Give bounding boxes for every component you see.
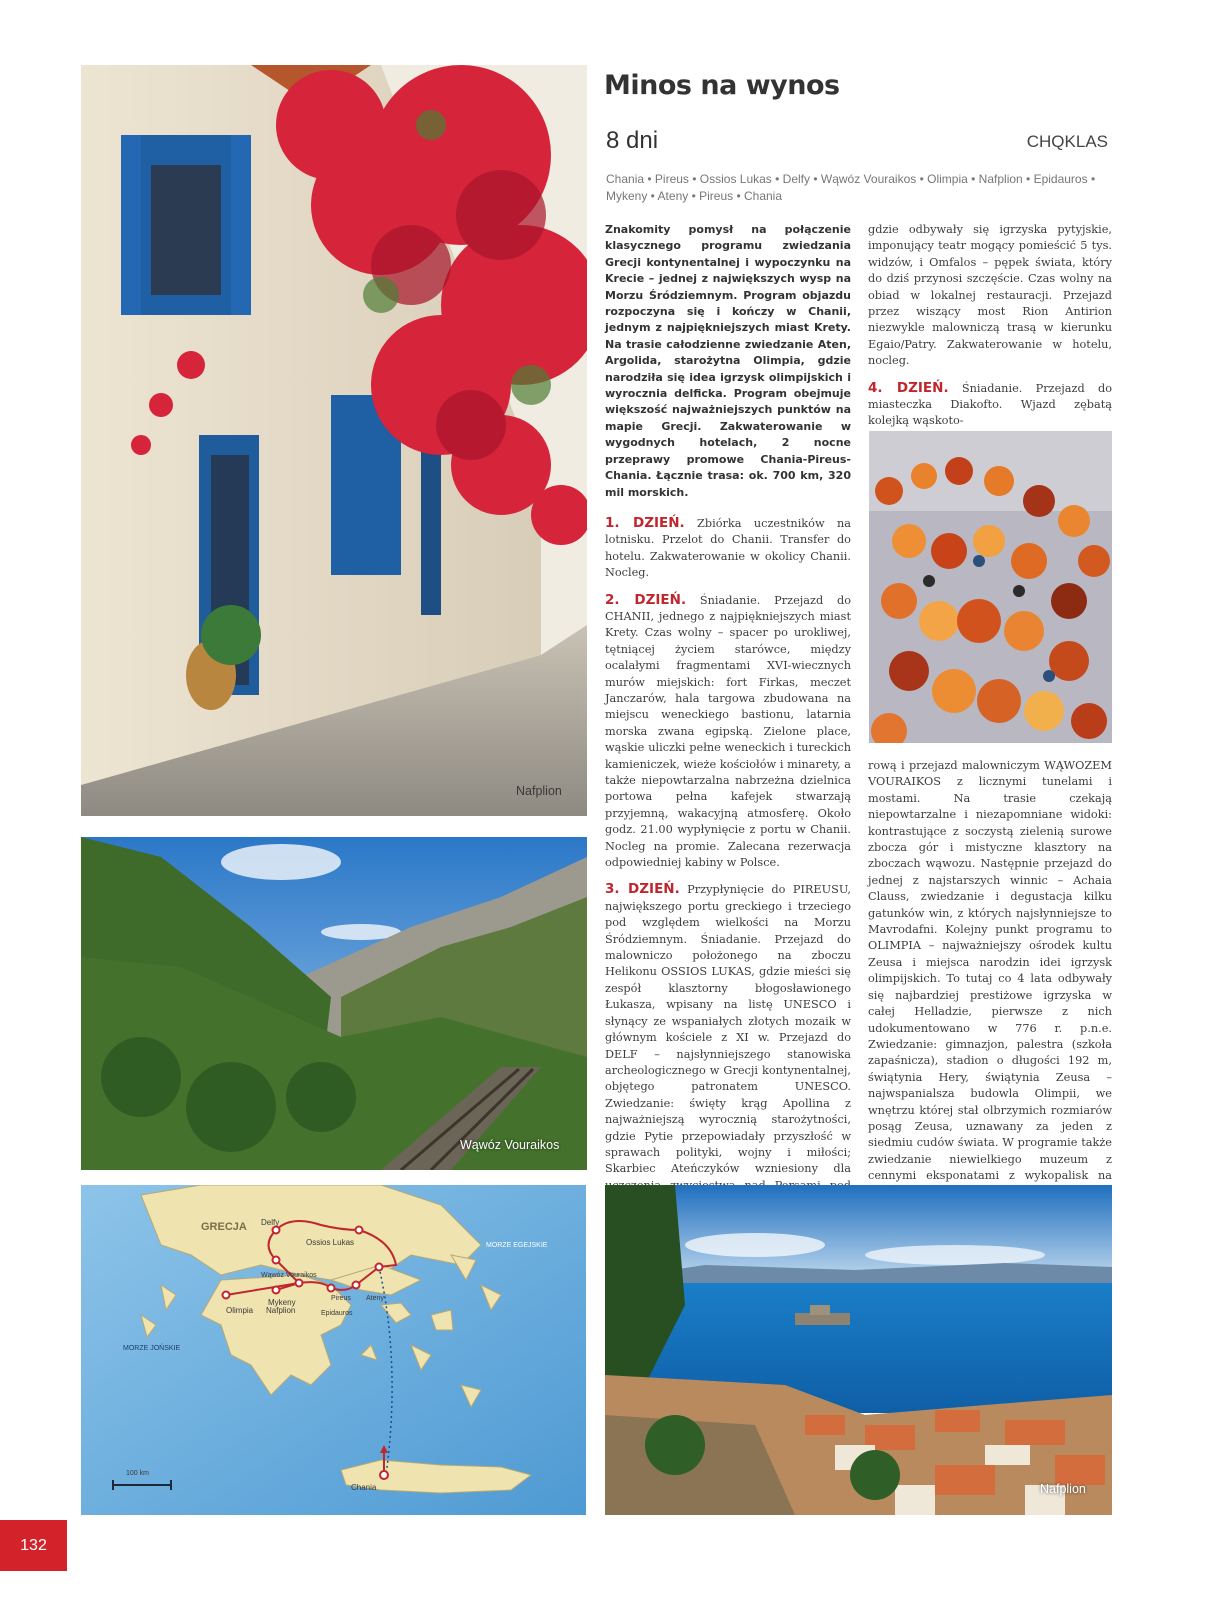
nafplion-bay-caption: Nafplion — [1040, 1482, 1086, 1496]
text-column-right-top — [868, 222, 1112, 440]
day-3-label: 3. DZIEŃ. — [605, 881, 680, 898]
nafplion-street-caption: Nafplion — [516, 784, 562, 798]
day-3-continued: gdzie odbywały się igrzyska pytyjskie, imponujący teatr mogący pomieścić 5 tys. widzów, i Omfalos – pępek świata, który do dziś przynosi szczęście. Czas wolny na obiad w lokalnej restauracji. Przejazd przez wiszący most Rion Antirion niezwykle malowniczą trasą w kierunku Egaio/Patry. Zakwaterowanie w hotelu, nocleg. — [868, 223, 1112, 368]
day-4 — [868, 380, 1112, 430]
page-number: 132 — [0, 1520, 67, 1571]
map-sea-west: MORZE JOŃSKIE — [123, 1345, 181, 1352]
day-1-text: Zbiórka uczestników na lotnisku. Przelot do Chanii. Transfer do hotelu. Zakwaterowanie w okolicy Chanii. Nocleg. — [605, 516, 851, 580]
text-column-left — [605, 222, 851, 1221]
intro-paragraph: Znakomity pomysł na połączenie klasycznego programu zwiedzania Grecji kontynentalnej i wypoczynku na Krecie – jednej z największych wysp na Morzu Śródziemnym. Program objazdu rozpoczyna się i kończy w Chanii, jednym z najpiękniejszych miast Krety. Na trasie całodzienne zwiedzanie Aten, Argolida, starożytna Olimpia, gdzie narodziła się idea igrzysk olimpijskich i wyrocznia delficka. Program obejmuje większość najważniejszych punktów na mapie Grecji. Zakwaterowanie w wygodnych hotelach, 2 nocne przeprawy promowe Chania-Pireus-Chania. Łącznie trasa: ok. 700 km, 320 mil morskich. — [605, 223, 851, 499]
trip-route: Chania • Pireus • Ossios Lukas • Delfy • Wąwóz Vouraikos • Olimpia • Nafplion • Epidauros • Mykeny • Ateny • Pireus • Chania — [606, 172, 1096, 203]
map-label-olimpia: Olimpia — [226, 1306, 254, 1315]
vouraikos-caption: Wąwóz Vouraikos — [460, 1138, 560, 1152]
page-title: Minos na wynos — [604, 70, 840, 101]
day-1 — [605, 515, 851, 582]
map-label-nafplion: Nafplion — [266, 1306, 296, 1315]
day-3-text: Przypłynięcie do PIREUSU, największego portu greckiego i trzeciego pod względem wielkości na Morzu Śródziemnym. Śniadanie. Przejazd do malowniczo położonego na zboczu Helikonu OSSIOS LUKAS, gdzie mieści się zespół klasztorny błogosławionego Łukasza, wpisany na listę UNESCO i słynący ze wspaniałych złotych mozaik w głównym kościele z XI w. Przejazd do DELF – najsłynniejszego stanowiska archeologicznego w Grecji kontynentalnej, objętego patronatem UNESCO. Zwiedzanie: święty krąg Apollina z najważniejszą wyrocznią starożytności, gdzie Pytie przepowiadały przyszłość w sprawach polityki, wojny i miłości; Skarbiec Ateńczyków wzniesiony dla — [605, 883, 851, 1176]
day-4-text: Śniadanie. Przejazd do miasteczka Diakofto. Wjazd zębatą kolejką wąskoto- — [868, 381, 1112, 428]
map-label-ossios: Ossios Lukas — [306, 1238, 355, 1247]
day-1-label: 1. DZIEŃ. — [605, 514, 685, 531]
text-column-right-bottom — [868, 758, 1112, 1227]
nafplion-street-photo — [81, 65, 587, 816]
map-label-chania: Chania — [351, 1483, 377, 1492]
day-4-label: 4. DZIEŃ. — [868, 379, 949, 396]
day-2-text: Śniadanie. Przejazd do CHANII, jednego z najpiękniejszych miast Krety. Czas wolny – spacer po urokliwej, tętniącej życiem starówce, między ocalałymi fragmentami XVI-wiecznych murów miejskich: fort Firkas, meczet Janczarów, hala targowa zbudowana na miejscu weneckiego bastionu, latarnia morska zwana egipską. Zielone place, wąskie uliczki pełne weneckich i tureckich kamieniczek, wieże kościołów i minarety, a także niepowtarzalna nabrzeżna dzielnica portowa pełna kafejek stwarzają przyjemną, wakacyjną atmosferę. Około godz. 21.00 wypłynięcie z portu w Chanii. Nocleg na promie. Zalecana rezerwacja odpowiedniej kabiny w Polsce. — [605, 593, 851, 870]
day-2 — [605, 592, 851, 872]
day-4-continued: rową i przejazd malowniczym WĄWOZEM VOURAIKOS z licznymi tunelami i mostami. Na trasie czekają niepowtarzalne i niezapomniane widoki: kontrastujące z soczystą zielenią surowe zbocza gór i mistyczne klasztory na zboczach wąwozu. Następnie przejazd do jednej z najstarszych winnic – Achaia Clauss, zwiedzanie i degustacja kilku gatunków win, z których najsłynniejsze to Mavrodafni. Kolejny punkt programu to OLIMPIA – najważniejszy ośrodek kultu Zeusa i miejsca narodzin idei igrzysk olimpijskich. To tutaj co 4 lata odbywały się najbardziej prestiżowe igrzyska w całej Helladzie, pierwsze z nich udokumentowano w 776 r. p.n.e. Zwiedzanie: gimnazjon, palestra (szkoła zapaśnicza), stadion o długości 192 m, świątynia Hery, świątynia Zeusa – najwspanialsza budowla Olimpii, we wnętrzu której stał olbrzymich rozmiarów posąg Zeusa, uznawany za jeden z siedmiu cudów świata. W programie także zwiedzanie niewielkiego muzeum z cennymi eksponatami z wykopalisk na — [868, 759, 1112, 1183]
trip-duration: 8 dni — [606, 127, 659, 154]
day-2-label: 2. DZIEŃ. — [605, 591, 687, 608]
map-sea-east: MORZE EGEJSKIE — [486, 1242, 548, 1249]
map-label-epidauros: Epidauros — [321, 1310, 353, 1317]
nafplion-bay-photo — [605, 1185, 1112, 1515]
vouraikos-photo — [81, 837, 587, 1170]
map-label-ateny: Ateny — [366, 1295, 384, 1302]
map-label-mykeny: Mykeny — [268, 1298, 296, 1307]
map-country-label: GRECJA — [201, 1221, 247, 1233]
beads-photo — [869, 431, 1112, 743]
map-label-vouraikos: Wąwóz Vouraikos — [261, 1272, 317, 1279]
day-3 — [605, 881, 851, 1210]
map-label-delfy: Delfy — [261, 1218, 280, 1227]
trip-code: CHQKLAS — [1026, 132, 1108, 151]
route-map — [81, 1185, 586, 1515]
map-label-pireus: Pireus — [331, 1295, 351, 1302]
map-scale-label: 100 km — [126, 1470, 149, 1477]
